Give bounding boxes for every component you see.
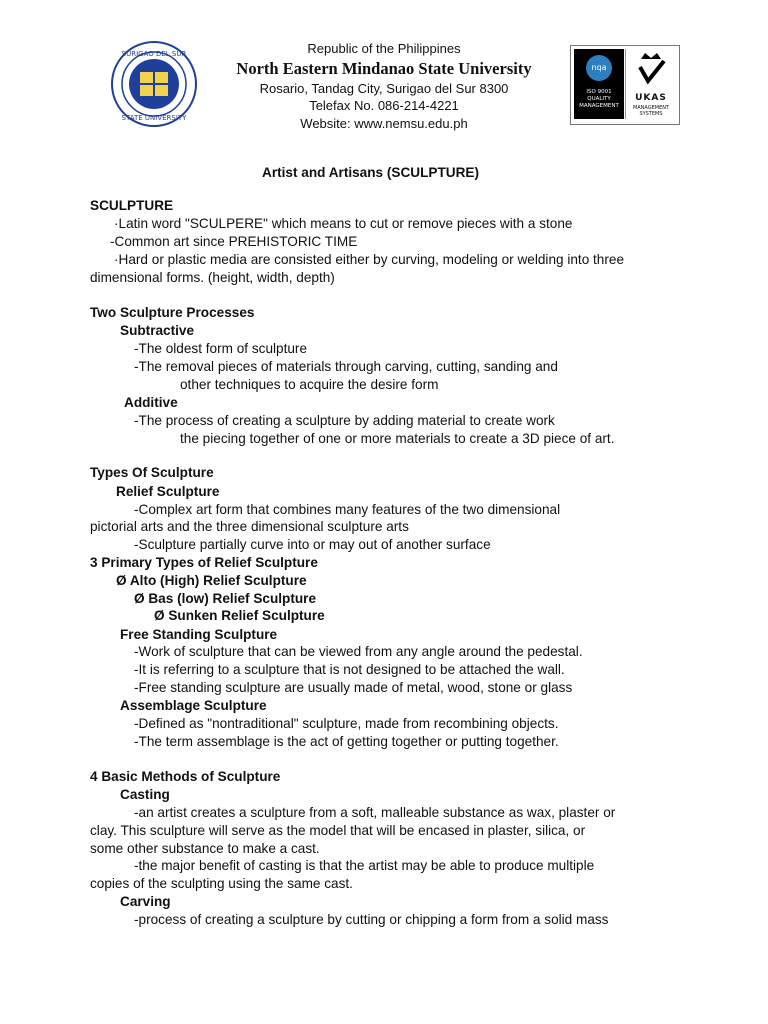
body-line: -It is referring to a sculpture that is not designed to be attached the wall.: [134, 662, 565, 677]
heading-methods: 4 Basic Methods of Sculpture: [90, 769, 281, 784]
body-line: -The oldest form of sculpture: [134, 341, 308, 356]
university-name: North Eastern Mindanao State University: [236, 58, 532, 78]
body-line: some other substance to make a cast.: [90, 841, 320, 856]
body-line: copies of the sculpting using the same cast.: [90, 876, 353, 891]
heading-types: Types Of Sculpture: [90, 465, 214, 480]
body-line: dimensional forms. (height, width, depth): [90, 270, 335, 285]
letterhead: [0, 40, 768, 140]
telefax-line: Telefax No. 086-214-4221: [309, 98, 459, 113]
heading-sculpture: SCULPTURE: [90, 198, 174, 213]
subheading-free-standing: Free Standing Sculpture: [120, 627, 278, 642]
body-line: ·Hard or plastic media are consisted either by curving, modeling or welding into three: [114, 252, 625, 267]
subheading-casting: Casting: [120, 787, 170, 802]
iso-sub-text: QUALITY MANAGEMENT: [579, 96, 619, 109]
body-line: ·Latin word "SCULPERE" which means to cut or remove pieces with a stone: [114, 216, 573, 231]
body-line: -The removal pieces of materials through carving, cutting, sanding and: [134, 359, 558, 374]
ukas-sub-text: MANAGEMENT SYSTEMS: [632, 105, 670, 117]
iso-text: ISO 9001: [586, 89, 612, 95]
address-line: Rosario, Tandag City, Surigao del Sur 8300: [259, 80, 509, 96]
document-title: Artist and Artisans (SCULPTURE): [262, 165, 480, 180]
bullet-item: Ø Sunken Relief Sculpture: [154, 608, 325, 623]
body-line: pictorial arts and the three dimensional sculpture arts: [90, 519, 409, 534]
body-line: the piecing together of one or more materials to create a 3D piece of art.: [180, 431, 615, 446]
body-line: -the major benefit of casting is that the artist may be able to produce multiple: [134, 858, 595, 873]
heading-processes: Two Sculpture Processes: [90, 305, 255, 320]
subheading-carving: Carving: [120, 894, 171, 909]
university-seal-icon: [110, 40, 198, 128]
heading-relief-types: 3 Primary Types of Relief Sculpture: [90, 555, 318, 570]
svg-text:STATE UNIVERSITY: STATE UNIVERSITY: [121, 114, 187, 122]
subheading-relief: Relief Sculpture: [116, 484, 220, 499]
subheading-additive: Additive: [124, 395, 178, 410]
bullet-item: Ø Alto (High) Relief Sculpture: [116, 573, 307, 588]
body-line: clay. This sculpture will serve as the model that will be encased in plaster, silica, or: [90, 823, 586, 838]
nqa-logo-icon: nqa: [586, 55, 612, 81]
crown-check-icon: [626, 49, 676, 91]
svg-text:SURIGAO DEL SUR: SURIGAO DEL SUR: [121, 50, 187, 58]
body-line: -Complex art form that combines many features of the two dimensional: [134, 502, 561, 517]
body-line: -Common art since PREHISTORIC TIME: [110, 234, 358, 249]
body-line: -The process of creating a sculpture by adding material to create work: [134, 413, 555, 428]
subheading-assemblage: Assemblage Sculpture: [120, 698, 267, 713]
republic-line: Republic of the Philippines: [307, 41, 461, 56]
body-line: -The term assemblage is the act of getting together or putting together.: [134, 734, 559, 749]
ukas-certification-badge: [625, 49, 676, 119]
body-line: -Work of sculpture that can be viewed from any angle around the pedestal.: [134, 644, 583, 659]
body-line: other techniques to acquire the desire form: [180, 377, 439, 392]
bullet-item: Ø Bas (low) Relief Sculpture: [134, 591, 317, 606]
subheading-subtractive: Subtractive: [120, 323, 195, 338]
body-line: -Sculpture partially curve into or may out of another surface: [134, 537, 491, 552]
website-line: Website: www.nemsu.edu.ph: [300, 115, 468, 131]
ukas-text: UKAS: [635, 93, 667, 103]
body-line: -Free standing sculpture are usually made of metal, wood, stone or glass: [134, 680, 573, 695]
letterhead-text: [200, 40, 568, 132]
body-line: -an artist creates a sculpture from a soft, malleable substance as wax, plaster or: [134, 805, 616, 820]
iso-certification-badge: [574, 49, 624, 119]
body-line: -Defined as "nontraditional" sculpture, made from recombining objects.: [134, 716, 559, 731]
body-line: -process of creating a sculpture by cutting or chipping a form from a solid mass: [134, 912, 609, 927]
certification-logos: [570, 45, 680, 125]
